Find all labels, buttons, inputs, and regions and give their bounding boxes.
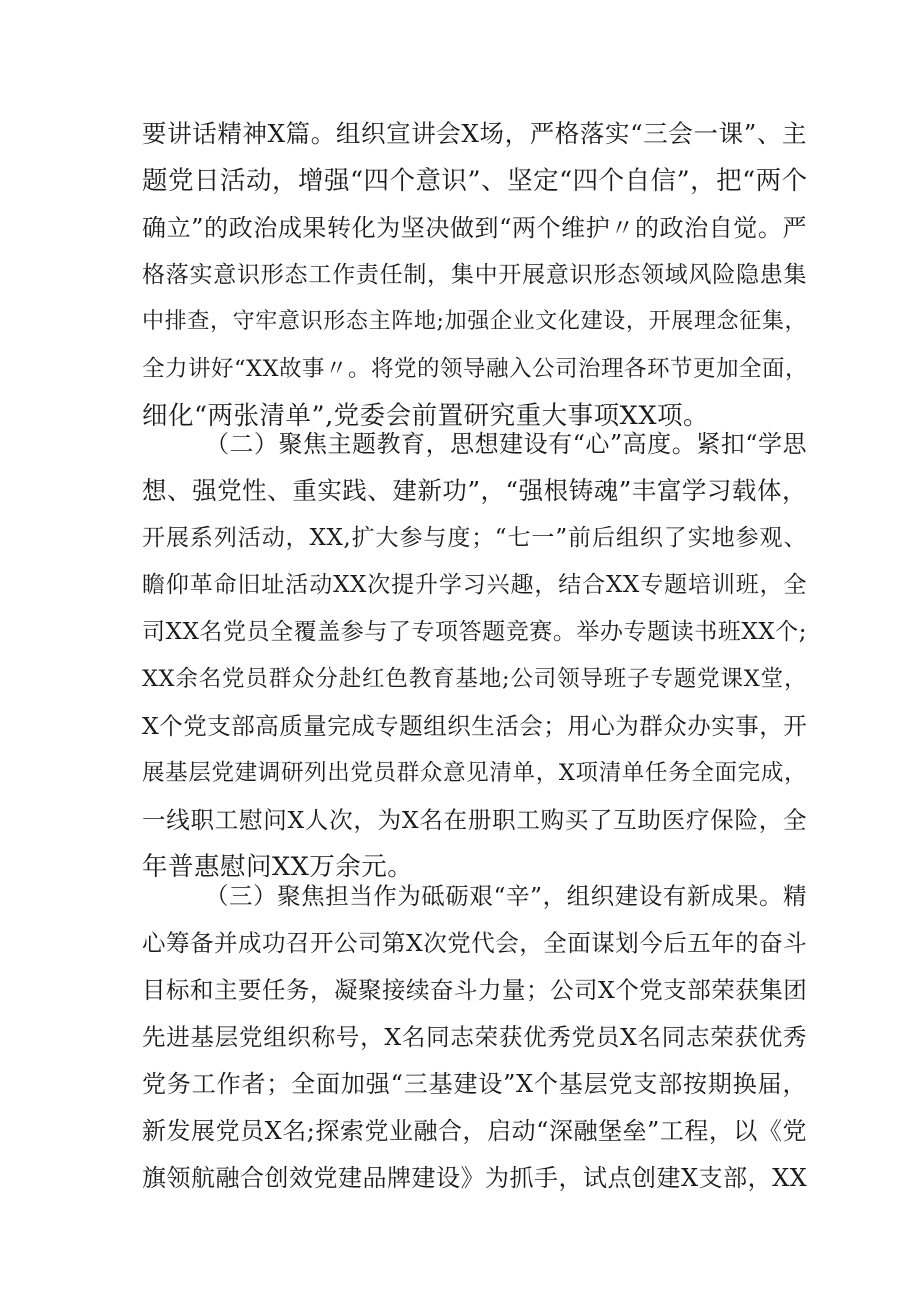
text-line: 旗领航融合创效党建品牌建设》为抓手，试点创建X支部，XX (142, 1164, 808, 1192)
text-line: 细化“两张清单”,党委会前置研究重大事项XX项。 (142, 401, 709, 431)
text-line: 一线职工慰问X人次，为X名在册职工购买了互助医疗保险，全 (142, 806, 807, 834)
text-line: 年普惠慰问XX万余元。 (142, 852, 414, 882)
text-line: XX余名党员群众分赴红色教育基地;公司领导班子专题党课X堂， (142, 666, 807, 692)
text-line: 全力讲好“XX故事〃。将党的领导融入公司治理各环节更加全面， (142, 356, 809, 382)
text-line: 心筹备并成功召开公司第X次党代会，全面谋划今后五年的奋斗 (142, 929, 808, 957)
paragraph-heading-2: （二）聚焦主题教育，思想建设有“心”高度。紧扣“学思 (205, 430, 807, 458)
text-line: 党务工作者；全面加强“三基建设”X个基层党支部按期换届， (142, 1070, 807, 1098)
text-line: 中排查，守牢意识形态主阵地;加强企业文化建设，开展理念征集， (142, 309, 807, 334)
text-line: X个党支部高质量完成专题组织生活会；用心为群众办实事，开 (142, 712, 808, 740)
text-line: 要讲话精神X篇。组织宣讲会X场，严格落实“三会一课”、主 (142, 119, 807, 148)
text-line: 开展系列活动，XX,扩大参与度；“七一”前后组织了实地参观、 (142, 525, 807, 551)
text-line: 目标和主要任务，凝聚接续奋斗力量；公司X个党支部荣获集团 (142, 976, 808, 1004)
paragraph-heading-3: （三）聚焦担当作为砥砺艰“辛”，组织建设有新成果。精 (205, 882, 807, 910)
text-line: 先进基层党组织称号，X名同志荣获优秀党员X名同志荣获优秀 (142, 1023, 807, 1051)
text-line: 新发展党员X名;探索党业融合，启动“深融堡垒”工程，以《党 (142, 1117, 807, 1145)
text-line: 格落实意识形态工作责任制，集中开展意识形态领域风险隐患集 (142, 262, 807, 288)
text-line: 题党日活动，增强“四个意识”、坚定“四个自信”，把“两个 (142, 166, 808, 196)
text-line: 瞻仰革命旧址活动XX次提升学习兴趣，结合XX专题培训班，全 (142, 572, 807, 598)
text-line: 想、强党性、重实践、建新功”，“强根铸魂”丰富学习载体， (142, 476, 807, 505)
text-line: 展基层党建调研列出党员群众意见清单，X项清单任务全面完成， (142, 760, 807, 786)
text-line: 司XX名党员全覆盖参与了专项答题竞赛。举办专题读书班XX个; (142, 619, 807, 645)
text-line: 确立”的政治成果转化为坚决做到“两个维护〃的政治自觉。严 (142, 214, 807, 242)
